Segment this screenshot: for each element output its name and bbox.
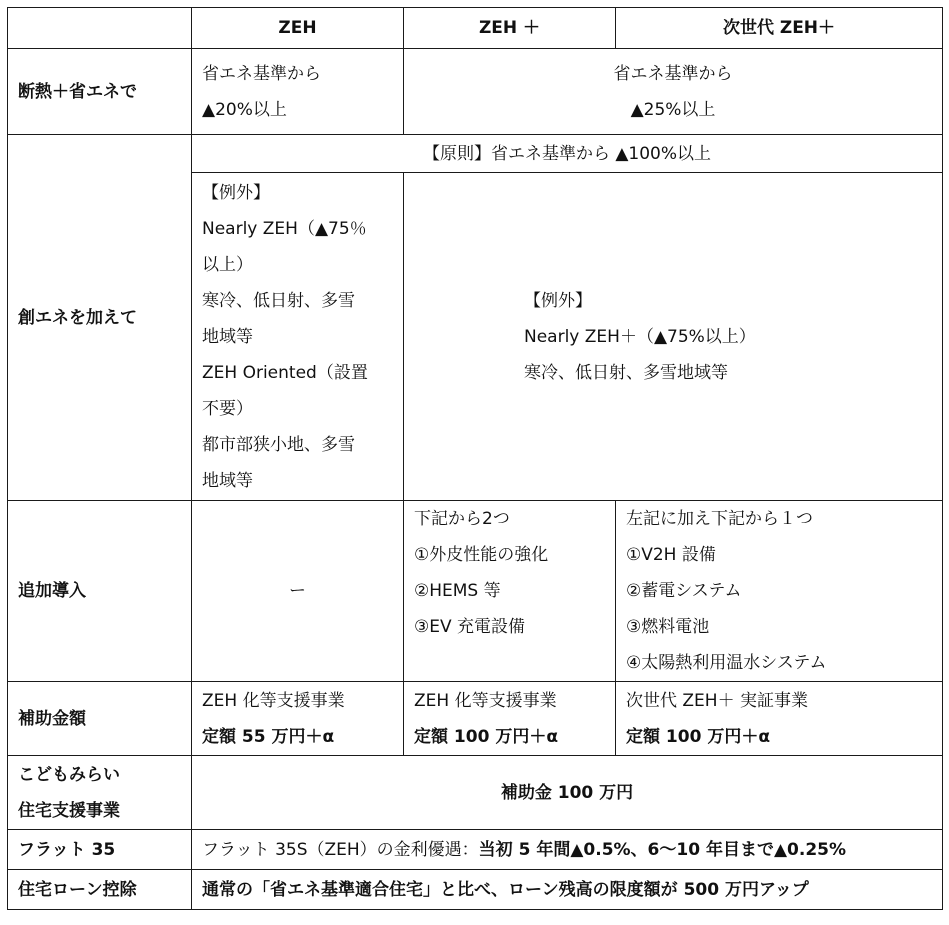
additional-next-line: ③燃料電池 [626,617,710,637]
additional-next-cell [616,501,943,682]
generation-zeh-line: 地域等 [202,326,253,347]
insulation-plus-cell [404,49,943,135]
additional-zeh-cell: ー [192,501,404,682]
loan-row [8,870,943,910]
additional-label: 追加導入 [8,501,192,682]
insulation-plus-line1: 省エネ基準から [613,63,733,84]
subsidy-zeh-cell [192,682,404,756]
additional-plus-line: 下記から2つ [414,509,510,529]
insulation-zeh-line1: 省エネ基準から [202,63,321,84]
header-zeh-plus: ZEH ＋ [404,8,616,49]
flat35-row [8,830,943,870]
loan-label: 住宅ローン控除 [8,870,192,910]
flat35-value-terms: 当初 5 年間▲0.5%、6～10 年目まで▲0.25% [478,839,847,860]
subsidy-zeh-program: ZEH 化等支援事業 [202,690,345,711]
kodomo-label-line1: こどもみらい [18,764,120,785]
generation-zeh-line: 不要） [202,398,253,419]
header-row [8,8,943,49]
kodomo-row [8,756,943,830]
subsidy-zeh-amount: 定額 55 万円＋α [202,726,335,747]
insulation-row [8,49,943,135]
generation-zeh-line: ZEH Oriented（設置 [202,362,368,383]
subsidy-plus-cell [404,682,616,756]
insulation-label: 断熱＋省エネで [8,49,192,135]
additional-next-line: ④太陽熱利用温水システム [626,653,827,673]
generation-zeh-line: 【例外】 [202,182,270,203]
generation-zeh-line: 都市部狭小地、多雪 [202,434,355,455]
subsidy-next-program: 次世代 ZEH＋ 実証事業 [626,690,808,711]
subsidy-plus-amount: 定額 100 万円＋α [414,726,559,747]
subsidy-label: 補助金額 [8,682,192,756]
additional-plus-line: ①外皮性能の強化 [414,545,549,565]
generation-plus-line: Nearly ZEH＋（▲75%以上） [524,326,756,347]
generation-zeh-line: 寒冷、低日射、多雪 [202,290,355,311]
insulation-zeh-line2: ▲20%以上 [202,99,287,120]
kodomo-label [8,756,192,830]
insulation-plus-line2: ▲25%以上 [630,99,716,120]
additional-next-line: ②蓄電システム [626,581,742,601]
additional-row [8,501,943,682]
subsidy-next-amount: 定額 100 万円＋α [626,726,771,747]
header-zeh: ZEH [192,8,404,49]
additional-plus-cell [404,501,616,682]
generation-zeh-line: 以上） [202,254,253,275]
additional-next-line: 左記に加え下記から１つ [626,509,813,529]
insulation-zeh-cell [192,49,404,135]
zeh-comparison-table [7,7,943,910]
subsidy-row [8,682,943,756]
generation-label: 創エネを加えて [8,135,192,501]
flat35-value-prefix: フラット 35S（ZEH）の金利優遇： [202,839,479,860]
generation-zeh-line: Nearly ZEH（▲75％ [202,218,367,239]
flat35-value [192,830,943,870]
generation-plus-line: 【例外】 [524,290,592,311]
header-next-gen-zeh-plus: 次世代 ZEH＋ [616,8,943,49]
kodomo-value: 補助金 100 万円 [192,756,943,830]
generation-plus-line: 寒冷、低日射、多雪地域等 [524,362,728,383]
generation-zeh-exception-cell [192,173,404,501]
header-empty-cell [8,8,192,49]
generation-plus-exception-cell [404,173,943,501]
subsidy-plus-program: ZEH 化等支援事業 [414,690,557,711]
generation-zeh-line: 地域等 [202,470,253,491]
additional-plus-line: ②HEMS 等 [414,581,501,601]
flat35-label: フラット 35 [8,830,192,870]
generation-principle: 【原則】省エネ基準から ▲100%以上 [192,135,943,173]
loan-value: 通常の「省エネ基準適合住宅」と比べ、ローン残高の限度額が 500 万円アップ [192,870,943,910]
kodomo-label-line2: 住宅支援事業 [18,800,120,821]
subsidy-next-cell [616,682,943,756]
additional-plus-line: ③EV 充電設備 [414,617,526,637]
additional-next-line: ①V2H 設備 [626,545,716,565]
generation-principle-row [8,135,943,173]
